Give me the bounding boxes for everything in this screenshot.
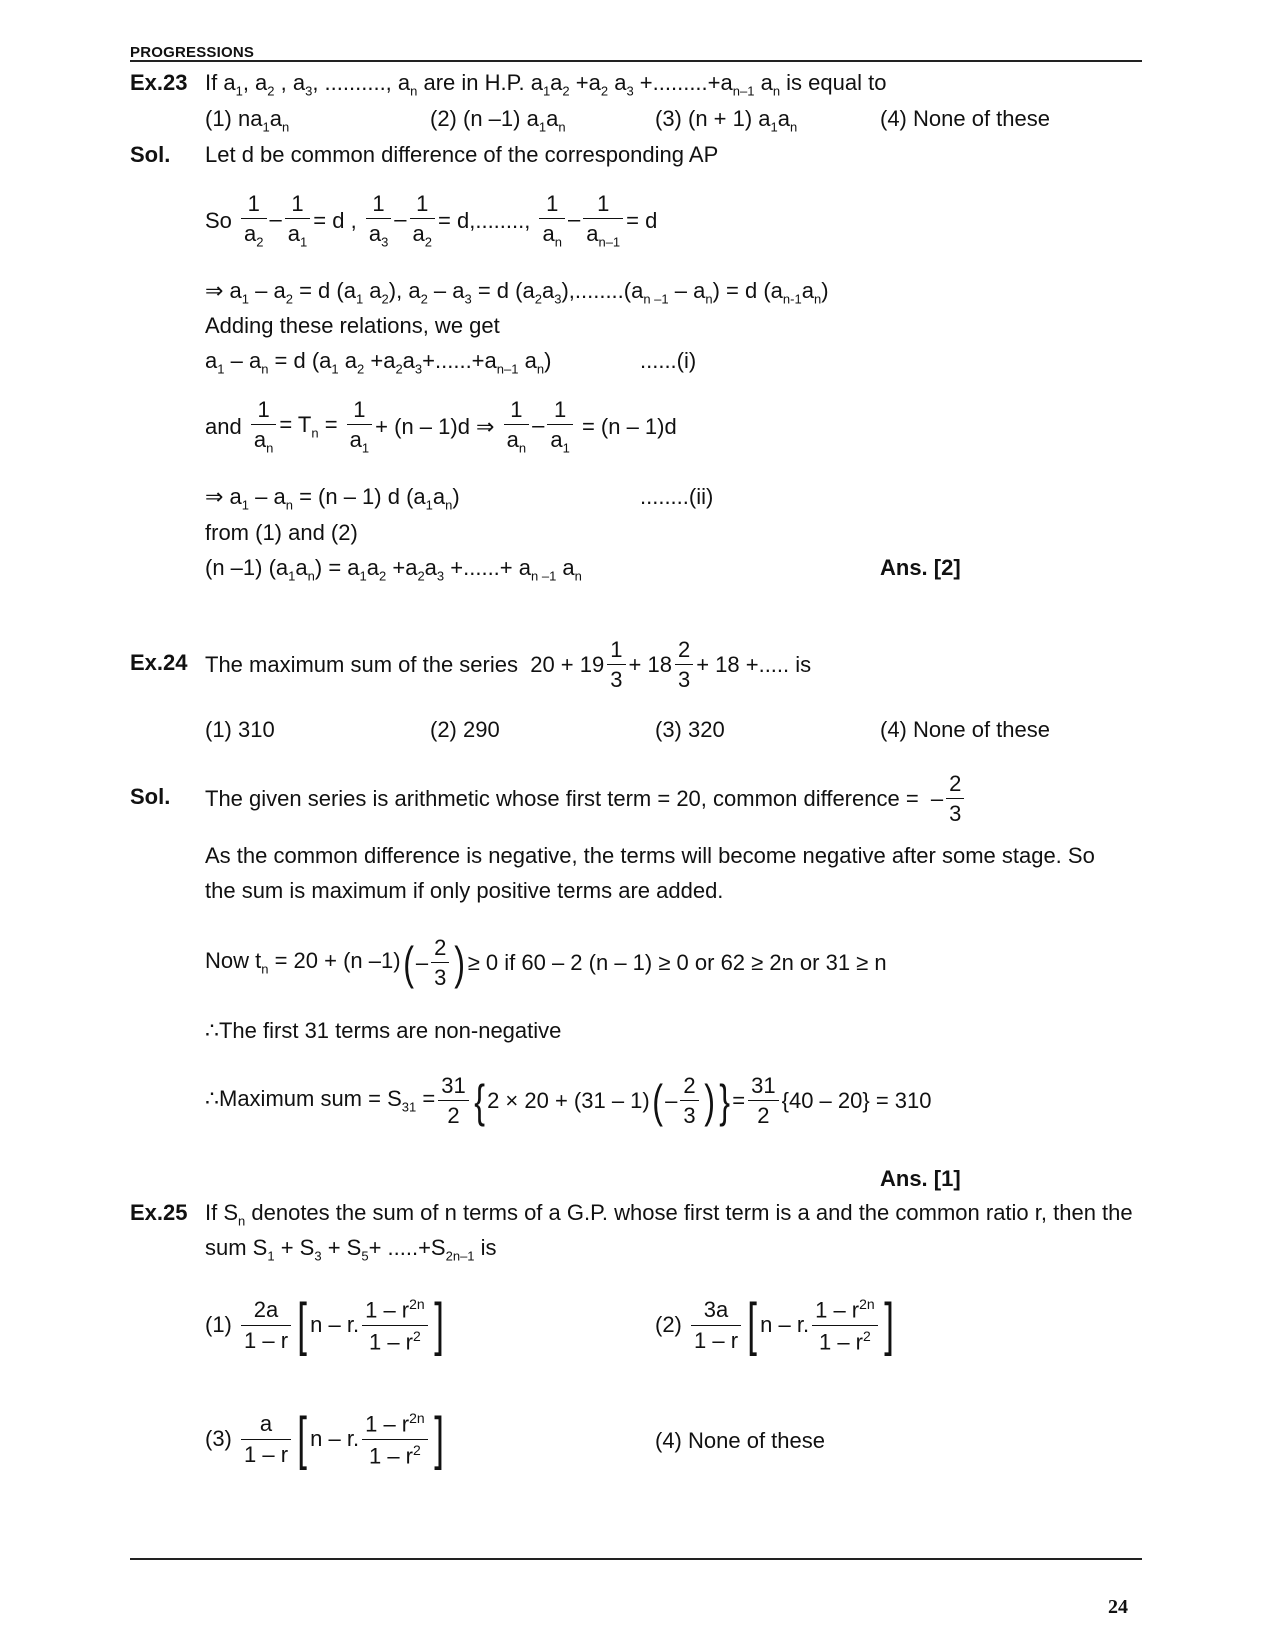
ex23-option-3: (3) (n + 1) $a_1a_n$ bbox=[655, 106, 798, 135]
sol24-para-1: As the common difference is negative, the terms will become negative after some stage. So bbox=[205, 843, 1095, 868]
ex23-option-1: (1) $na_1a_n$ bbox=[205, 106, 290, 135]
ex24-option-4: (4) None of these bbox=[880, 717, 1050, 742]
ex25-option-4: (4) None of these bbox=[655, 1428, 825, 1453]
sol23-eq-tag-1: ......(i) bbox=[640, 348, 697, 373]
sol24-para-2: the sum is maximum if only positive terms are added. bbox=[205, 878, 724, 903]
sol23-equation-5: ⇒ $a_1 - a_n = (n - 1)$ d $(a_1a_n)$ bbox=[205, 484, 460, 513]
ex25-option-1: (1) $\frac{2a}{1 - r}$ [ n – r. $\frac{1 - r^{2n}}{1 - r^2}$ ] bbox=[205, 1292, 444, 1357]
ex24-option-3: (3) 320 bbox=[655, 717, 725, 742]
sol23-equation-3: $a_1 - a_n = d$ ($a_1$ $a_2 +a_2a_3+......+a_{n-1}$ $a_n$) bbox=[205, 348, 552, 377]
ex24-question: The maximum sum of the series 20 + 19 $\frac{1}{3}$ + 18 $\frac{2}{3}$ + 18 +..... is bbox=[205, 637, 812, 693]
ex25-question-line-1: If $S_n$ denotes the sum of n terms of a G.P. whose first term is a and the common ratio r, then the bbox=[205, 1200, 1133, 1229]
ex23-option-4: (4) None of these bbox=[880, 106, 1050, 131]
ex24-option-2: (2) 290 bbox=[430, 717, 500, 742]
ex23-question: If $a_1$, $a_2$ , $a_3$, .........., $a_n$ are in H.P. $a_1a_2 +a_2$ $a_3 +.........+a_{n-1}$ $a_n$ is equal to bbox=[205, 70, 887, 99]
running-header: PROGRESSIONS bbox=[130, 44, 255, 61]
sol24-line: The given series is arithmetic whose first term = 20, common difference = – $\frac{2}{3}$ bbox=[205, 772, 967, 825]
sol23-label: Sol. bbox=[130, 142, 171, 167]
sol24-equation-2: ∴Maximum sum = $S_{31}$ = $\frac{31}{2}$ { 2 × 20 + (31 – 1)( – $\frac{2}{3}$ ) } = $\frac{31}{2}$ {40 – 20} = 310 bbox=[205, 1073, 932, 1129]
footer-rule bbox=[130, 1558, 1142, 1560]
ex23-answer: Ans. [2] bbox=[880, 555, 961, 580]
sol23-eq-tag-2: ........(ii) bbox=[640, 484, 714, 509]
sol24-label: Sol. bbox=[130, 784, 171, 809]
ex25-option-2: (2) $\frac{3a}{1 - r}$ [ n – r. $\frac{1 - r^{2n}}{1 - r^2}$ ] bbox=[655, 1292, 894, 1357]
ex23-option-2: (2) (n –1) $a_1a_n$ bbox=[430, 106, 566, 135]
sol23-from12: from (1) and (2) bbox=[205, 520, 358, 545]
ex25-label: Ex.25 bbox=[130, 1200, 188, 1225]
sol23-intro: Let d be common difference of the corresponding AP bbox=[205, 142, 719, 167]
ex24-answer: Ans. [1] bbox=[880, 1166, 961, 1191]
ex25-option-3: (3) $\frac{a}{1 - r}$ [ n – r. $\frac{1 - r^{2n}}{1 - r^2}$ ] bbox=[205, 1406, 444, 1471]
ex24-option-1: (1) 310 bbox=[205, 717, 275, 742]
sol24-equation-1: Now $t_n = 20 + (n$ –1)( – $\frac{2}{3}$ ) ≥ 0 if 60 – 2 (n – 1) ≥ 0 or 62 ≥ 2n or 31 ≥ n bbox=[205, 935, 887, 991]
ex24-label: Ex.24 bbox=[130, 650, 188, 675]
sol23-equation-1: So $\frac{1}{a_2}$ – $\frac{1}{a_1}$ = d , $\frac{1}{a_3}$ – $\frac{1}{a_2}$ = d,........, $\frac{1}{a_n}$ – $\frac{1}{a_{n-1}}$ = d bbox=[205, 191, 658, 250]
ex25-question-line-2: sum $S_1 + S_3 + S_5+ .....+S_{2n-1}$ is bbox=[205, 1235, 497, 1264]
ex23-label: Ex.23 bbox=[130, 70, 188, 95]
sol23-equation-4: and $\frac{1}{a_n}$ = $T_n$ = $\frac{1}{a_1}$ + (n – 1)d ⇒ $\frac{1}{a_n}$ – $\frac{1}{a_1}$ = (n – 1)d bbox=[205, 397, 677, 456]
header-rule bbox=[130, 60, 1142, 62]
sol24-first31: ∴The first 31 terms are non-negative bbox=[205, 1018, 562, 1043]
sol23-equation-2: ⇒ $a_1 - a_2 = d$ ($a_1$ $a_2$), $a_2 - a_3 = d$ $(a_2a_3),........(a_{n -1} - a_n) = d$ $(a_{n-1}a_n)$ bbox=[205, 278, 829, 307]
sol23-equation-6: (n –1) $(a_1a_n) = a_1a_2 +a_2a_3$ +......+ $a_{n -1}$ $a_n$ bbox=[205, 555, 582, 584]
page-number: 24 bbox=[1108, 1596, 1128, 1618]
sol23-adding: Adding these relations, we get bbox=[205, 313, 500, 338]
